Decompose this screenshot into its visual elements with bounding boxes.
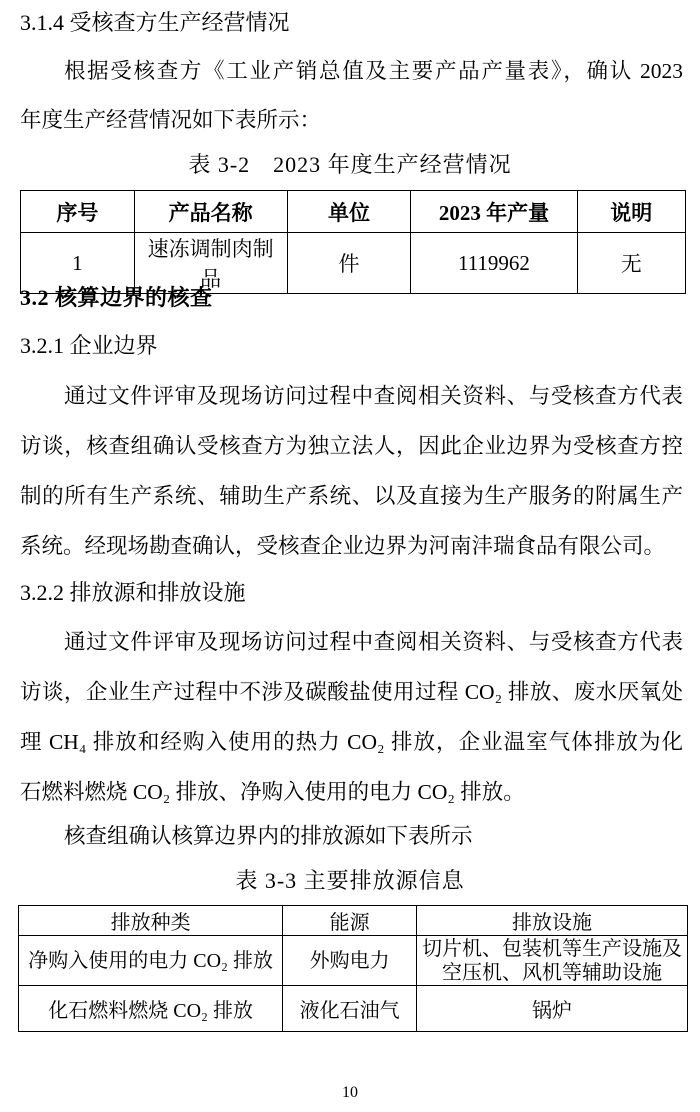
table-cell: 净购入使用的电力 CO₂ 排放 bbox=[19, 936, 283, 986]
table-cell: 无 bbox=[577, 233, 685, 294]
paragraph-line: 核查组确认核算边界内的排放源如下表所示 bbox=[64, 824, 473, 848]
table-caption-3-3: 表 3-3 主要排放源信息 bbox=[235, 868, 465, 893]
paragraph-line: 理 CH₄ 排放和经购入使用的热力 CO₂ 排放，企业温室气体排放为化 bbox=[20, 730, 683, 754]
table-cell: 化石燃料燃烧 CO₂ 排放 bbox=[19, 986, 283, 1032]
section-heading-3-2-1: 3.2.1 企业边界 bbox=[20, 333, 158, 358]
paragraph-line: 根据受核查方《工业产销总值及主要产品产量表》，确认 2023 bbox=[64, 59, 683, 83]
paragraph-line: 年度生产经营情况如下表所示： bbox=[20, 108, 322, 132]
paragraph-table-intro bbox=[20, 820, 683, 870]
page-number: 10 bbox=[342, 1084, 358, 1101]
table-header-cell: 序号 bbox=[21, 191, 135, 233]
table-cell: 1 bbox=[21, 233, 135, 294]
table-row bbox=[19, 986, 688, 1032]
paragraph-emission-sources bbox=[20, 626, 683, 826]
table-header-cell: 排放种类 bbox=[19, 906, 283, 936]
section-heading-3-2: 3.2 核算边界的核查 bbox=[20, 285, 213, 310]
paragraph-line: 石燃料燃烧 CO₂ 排放、净购入使用的电力 CO₂ 排放。 bbox=[20, 780, 525, 804]
paragraph-line: 系统。经现场勘查确认，受核查企业边界为河南沣瑞食品有限公司。 bbox=[20, 534, 666, 558]
table-caption-3-2: 表 3-2 2023 年度生产经营情况 bbox=[188, 152, 512, 177]
paragraph-line: 通过文件评审及现场访问过程中查阅相关资料、与受核查方代表 bbox=[64, 384, 683, 408]
table-header-cell: 产品名称 bbox=[134, 191, 287, 233]
paragraph-line: 制的所有生产系统、辅助生产系统、以及直接为生产服务的附属生产 bbox=[20, 484, 683, 508]
paragraph-line: 通过文件评审及现场访问过程中查阅相关资料、与受核查方代表 bbox=[64, 630, 683, 654]
table-cell: 切片机、包装机等生产设施及空压机、风机等辅助设施 bbox=[417, 936, 688, 986]
table-header-cell: 排放设施 bbox=[417, 906, 688, 936]
paragraph-enterprise-boundary bbox=[20, 380, 683, 580]
production-table bbox=[20, 190, 686, 294]
table-cell: 液化石油气 bbox=[283, 986, 417, 1032]
table-header-row bbox=[19, 906, 688, 936]
table-header-row bbox=[21, 191, 686, 233]
table-cell: 锅炉 bbox=[417, 986, 688, 1032]
table-header-cell: 说明 bbox=[577, 191, 685, 233]
paragraph-production-intro bbox=[20, 55, 683, 153]
emission-source-table bbox=[18, 905, 688, 1032]
table-header-cell: 能源 bbox=[283, 906, 417, 936]
paragraph-line: 访谈，核查组确认受核查方为独立法人，因此企业边界为受核查方控 bbox=[20, 434, 683, 458]
table-row bbox=[19, 936, 688, 986]
section-heading-3-2-2: 3.2.2 排放源和排放设施 bbox=[20, 580, 246, 605]
table-cell: 件 bbox=[287, 233, 411, 294]
table-header-cell: 单位 bbox=[287, 191, 411, 233]
section-heading-3-1-4: 3.1.4 受核查方生产经营情况 bbox=[20, 10, 290, 35]
table-cell: 速冻调制肉制品 bbox=[134, 233, 287, 294]
paragraph-line: 访谈，企业生产过程中不涉及碳酸盐使用过程 CO₂ 排放、废水厌氧处 bbox=[20, 680, 683, 704]
table-cell: 1119962 bbox=[411, 233, 577, 294]
table-header-cell: 2023 年产量 bbox=[411, 191, 577, 233]
table-cell: 外购电力 bbox=[283, 936, 417, 986]
